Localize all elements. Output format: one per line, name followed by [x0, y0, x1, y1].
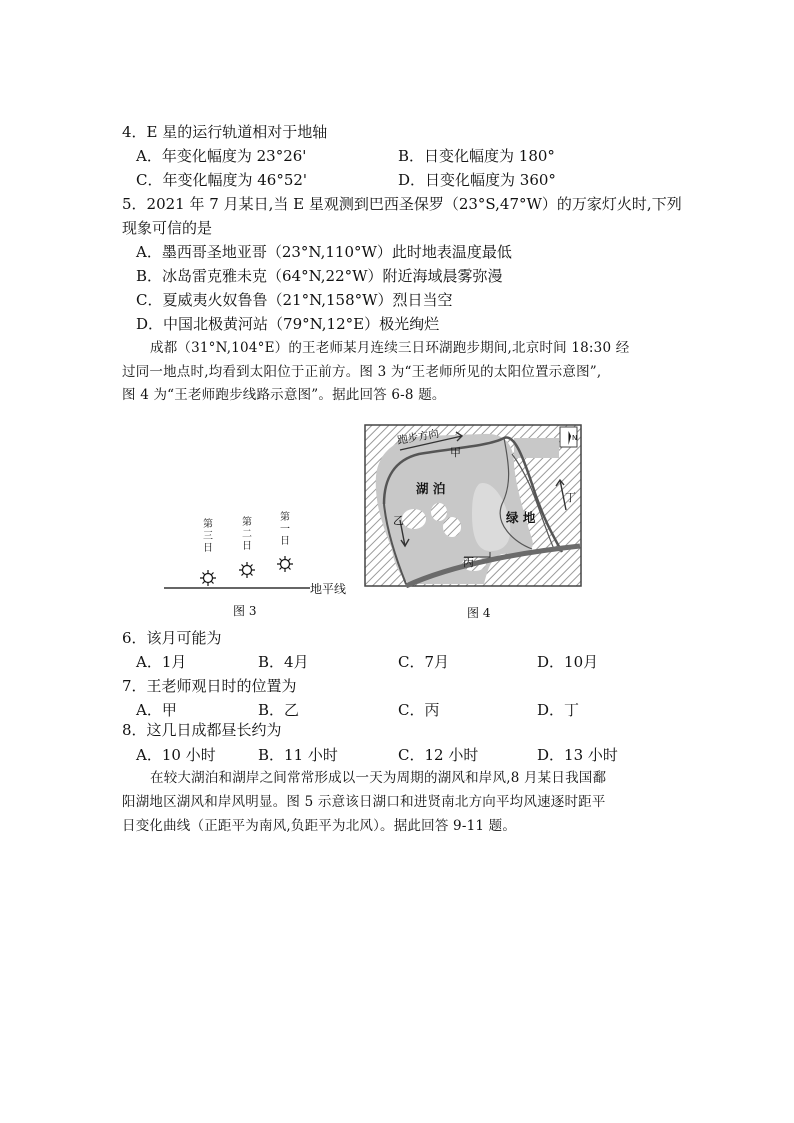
q4-option-b: B．日变化幅度为 180° [398, 147, 555, 165]
q8-stem: 8．这几日成都昼长约为 [122, 721, 282, 739]
q5-option-c: C．夏威夷火奴鲁鲁（21°N,158°W）烈日当空 [136, 291, 453, 309]
direction-label: 跑步方向 [396, 427, 440, 447]
passage1-line1: 成都（31°N,104°E）的王老师某月连续三日环湖跑步期间,北京时间 18:30 经 [150, 340, 630, 356]
q5-stem-line2: 现象可信的是 [122, 219, 213, 237]
figure-4-caption: 图 4 [467, 606, 491, 620]
q7-option-b: B．乙 [258, 701, 300, 719]
passage2-line3: 日变化曲线（正距平为南风,负距平为北风）。据此回答 9-11 题。 [122, 818, 517, 834]
figure-3-caption: 图 3 [233, 604, 257, 618]
figure-3-sun-positions [160, 505, 385, 600]
island-3 [443, 517, 461, 537]
q6-option-b: B．4月 [258, 653, 309, 671]
q7-stem: 7．王老师观日时的位置为 [122, 677, 297, 695]
day2-label-1: 第 [242, 517, 252, 528]
day3-label-3: 日 [203, 543, 213, 554]
day3-label-2: 三 [203, 531, 213, 542]
lake-label: 湖 泊 [416, 481, 446, 496]
q7-option-a: A．甲 [136, 701, 177, 719]
north-label: N [572, 434, 578, 442]
day2-label-3: 日 [242, 541, 252, 552]
jia-label: 甲 [450, 446, 461, 459]
sun-day3-icon [200, 570, 216, 586]
sun-day1-icon [277, 556, 293, 572]
figure-4-running-route-map [364, 424, 584, 588]
yi-label: 乙 [393, 514, 404, 527]
passage1-line3: 图 4 为“王老师跑步线路示意图”。据此回答 6-8 题。 [122, 387, 446, 403]
q6-option-d: D．10月 [537, 653, 599, 671]
q8-option-b: B．11 小时 [258, 746, 338, 764]
q4-option-a: A．年变化幅度为 23°26' [136, 147, 307, 165]
passage2-line2: 阳湖地区湖风和岸风明显。图 5 示意该日湖口和进贤南北方向平均风速逐时距平 [122, 794, 606, 810]
day3-label-1: 第 [203, 519, 213, 530]
day1-label-2: 一 [280, 524, 290, 535]
q8-option-d: D．13 小时 [537, 746, 618, 764]
day2-label-2: 二 [242, 529, 252, 540]
island-2 [431, 503, 447, 521]
q6-stem: 6．该月可能为 [122, 629, 222, 647]
horizon-label: 地平线 [310, 582, 347, 596]
q4-stem: 4．E 星的运行轨道相对于地轴 [122, 123, 328, 141]
q8-option-c: C．12 小时 [398, 746, 479, 764]
q5-option-b: B．冰岛雷克雅未克（64°N,22°W）附近海域晨雾弥漫 [136, 267, 503, 285]
q7-option-c: C．丙 [398, 701, 440, 719]
day1-label-3: 日 [280, 536, 290, 547]
ding-label: 丁 [565, 491, 576, 504]
green-label: 绿 地 [506, 510, 536, 525]
q5-option-d: D．中国北极黄河站（79°N,12°E）极光绚烂 [136, 315, 440, 333]
q4-option-d: D．日变化幅度为 360° [398, 171, 556, 189]
q6-option-a: A．1月 [136, 653, 187, 671]
island-1 [402, 509, 426, 529]
q8-option-a: A．10 小时 [136, 746, 216, 764]
q4-option-c: C．年变化幅度为 46°52' [136, 171, 308, 189]
q6-option-c: C．7月 [398, 653, 450, 671]
q5-stem-line1: 5．2021 年 7 月某日,当 E 星观测到巴西圣保罗（23°S,47°W）的万家灯火时,下列 [122, 195, 682, 213]
passage1-line2: 过同一地点时,均看到太阳位于正前方。图 3 为“王老师所见的太阳位置示意图”, [122, 364, 602, 380]
passage2-line1: 在较大湖泊和湖岸之间常常形成以一天为周期的湖风和岸风,8 月某日我国鄱 [150, 770, 607, 786]
sun-day2-icon [239, 562, 255, 578]
q5-option-a: A．墨西哥圣地亚哥（23°N,110°W）此时地表温度最低 [136, 243, 512, 261]
day1-label-1: 第 [280, 512, 290, 523]
bing-label: 丙 [463, 556, 474, 569]
q7-option-d: D．丁 [537, 701, 580, 719]
